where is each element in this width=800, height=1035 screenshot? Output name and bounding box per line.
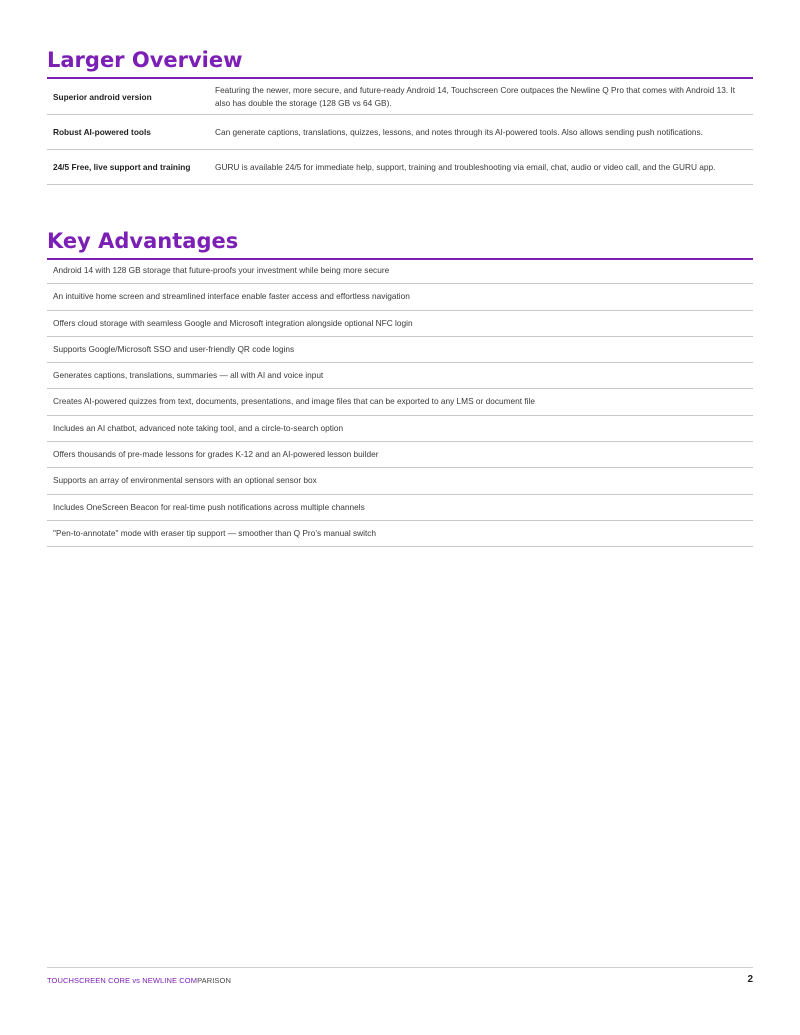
footer-part: PARISON xyxy=(197,976,231,985)
overview-table xyxy=(47,80,753,185)
list-item: Android 14 with 128 GB storage that future-proofs your investment while being more secure xyxy=(47,258,753,284)
page-number: 2 xyxy=(747,974,753,985)
list-item: Creates AI-powered quizzes from text, documents, presentations, and image files that can be exported to any LMS or document file xyxy=(47,389,753,415)
overview-row xyxy=(47,80,753,115)
overview-row-label: Robust AI-powered tools xyxy=(53,127,151,137)
overview-row-text: Featuring the newer, more secure, and future-ready Android 14, Touchscreen Core outpaces the Newline Q Pro that comes with Android 13. It also has double the storage (128 GB vs 64 GB). xyxy=(215,85,736,108)
list-item: Includes an AI chatbot, advanced note taking tool, and a circle-to-search option xyxy=(47,416,753,442)
footer-title xyxy=(47,976,231,985)
list-item: Includes OneScreen Beacon for real-time push notifications across multiple channels xyxy=(47,495,753,521)
list-item: Offers cloud storage with seamless Google and Microsoft integration alongside optional NFC login xyxy=(47,311,753,337)
overview-row-label: 24/5 Free, live support and training xyxy=(53,162,191,172)
overview-row xyxy=(47,150,753,185)
overview-row xyxy=(47,115,753,150)
list-item: Offers thousands of pre-made lessons for grades K-12 and an AI-powered lesson builder xyxy=(47,442,753,468)
list-item: An intuitive home screen and streamlined interface enable faster access and effortless navigation xyxy=(47,284,753,310)
list-item: Supports Google/Microsoft SSO and user-friendly QR code logins xyxy=(47,337,753,363)
footer-part: vs xyxy=(130,976,143,985)
overview-row-label: Superior android version xyxy=(53,92,152,102)
overview-row-text: Can generate captions, translations, quizzes, lessons, and notes through its AI-powered tools. Also allows sending push notifications. xyxy=(215,126,703,137)
list-item: "Pen-to-annotate" mode with eraser tip support — smoother than Q Pro’s manual switch xyxy=(47,521,753,547)
footer-part: TOUCHSCREEN CORE xyxy=(47,976,131,985)
footer-part: NEWLINE COM xyxy=(142,976,198,985)
list-item: Generates captions, translations, summaries — all with AI and voice input xyxy=(47,363,753,389)
list-item: Supports an array of environmental sensors with an optional sensor box xyxy=(47,468,753,494)
advantages-list xyxy=(47,258,753,547)
footer xyxy=(47,967,753,992)
advantages-title: Key Advantages xyxy=(47,228,753,260)
overview-title: Larger Overview xyxy=(47,47,753,79)
overview-row-text: GURU is available 24/5 for immediate help, support, training and troubleshooting via email, chat, audio or video call, and the GURU app. xyxy=(215,161,716,172)
